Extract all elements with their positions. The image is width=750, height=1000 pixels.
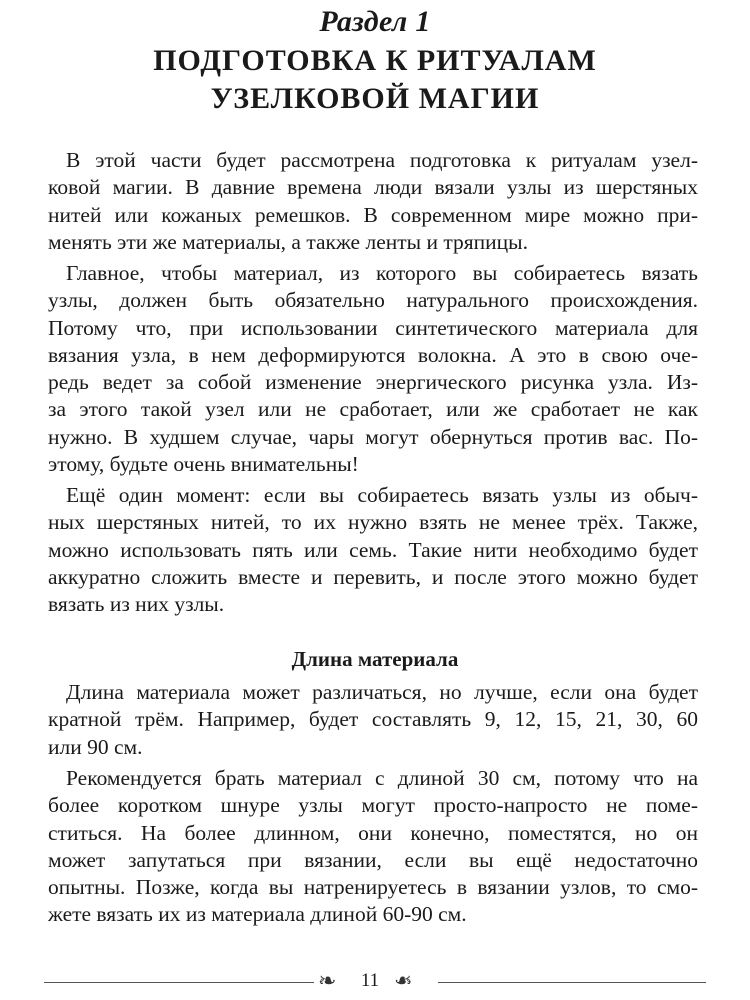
page-number: 11 bbox=[360, 970, 380, 991]
text-line: жете вязать их из материала длиной 60-90 см. bbox=[48, 902, 467, 927]
text-line: ных шерстяных нитей, то их нужно взять не менее трёх. Также, bbox=[48, 510, 698, 535]
text-line: кратной трём. Например, будет составлять 9, 12, 15, 21, 30, 60 bbox=[48, 707, 698, 732]
paragraph-natural-material bbox=[48, 260, 698, 478]
footer-rule-left bbox=[44, 982, 314, 983]
text-line: за этого такой узел или не сработает, или же сработает не как bbox=[48, 397, 698, 422]
text-line: нитей или кожаных ремешков. В современном мире можно при- bbox=[48, 202, 698, 227]
text-line: может запутаться при вязании, если вы ещё недостаточно bbox=[48, 847, 698, 872]
flourish-ornament-icon: ❧ bbox=[394, 968, 413, 993]
section-title-line: УЗЕЛКОВОЙ МАГИИ bbox=[210, 82, 540, 115]
flourish-ornament-icon: ❧ bbox=[318, 968, 337, 993]
text-line: аккуратно сложить вместе и перевить, и после этого можно будет bbox=[48, 564, 698, 589]
footer-rule-right bbox=[438, 982, 706, 983]
text-line: вязать из них узлы. bbox=[48, 592, 225, 617]
text-line: Потому что, при использовании синтетического материала для bbox=[48, 315, 698, 340]
text-line: редь ведет за собой изменение энергического рисунка узла. Из- bbox=[48, 370, 698, 395]
paragraph-length bbox=[48, 679, 698, 761]
text-line: опытны. Позже, когда вы натренируетесь в вязании узлов, то смо- bbox=[48, 875, 698, 900]
text-line: более коротком шнуре узлы могут просто-напросто не поме- bbox=[48, 793, 698, 818]
paragraph-threads bbox=[48, 482, 698, 618]
text-line: ковой магии. В давние времена люди вязали узлы из шерстяных bbox=[48, 175, 698, 200]
text-line: этому, будьте очень внимательны! bbox=[48, 452, 359, 477]
section-title-line: ПОДГОТОВКА К РИТУАЛАМ bbox=[153, 44, 597, 77]
text-line: Главное, чтобы материал, из которого вы собираетесь вязать bbox=[66, 261, 698, 285]
paragraph-recommendation bbox=[48, 765, 698, 929]
subsection-heading: Длина материала bbox=[291, 647, 459, 671]
text-line: менять эти же материалы, а также ленты и тряпицы. bbox=[48, 229, 528, 254]
text-line: В этой части будет рассмотрена подготовка к ритуалам узел- bbox=[66, 148, 698, 172]
section-title bbox=[0, 42, 750, 118]
text-line: или 90 см. bbox=[48, 734, 143, 759]
text-line: Рекомендуется брать материал с длиной 30 см, потому что на bbox=[66, 766, 698, 790]
text-line: Ещё один момент: если вы собираетесь вязать узлы из обыч- bbox=[66, 483, 698, 507]
page-footer bbox=[0, 964, 750, 994]
text-line: нужно. В худшем случае, чары могут обернуться против вас. По- bbox=[48, 424, 698, 449]
text-line: Длина материала может различаться, но лучше, если она будет bbox=[66, 680, 698, 704]
section-label: Раздел 1 bbox=[319, 5, 431, 38]
text-line: можно использовать пять или семь. Такие нити необходимо будет bbox=[48, 537, 698, 562]
text-line: вязания узла, в нем деформируются волокна. А это в свою оче- bbox=[48, 342, 698, 367]
text-line: ститься. На более длинном, они конечно, поместятся, но он bbox=[48, 820, 698, 845]
paragraph-intro bbox=[48, 147, 698, 256]
text-line: узлы, должен быть обязательно натурального происхождения. bbox=[48, 288, 698, 313]
